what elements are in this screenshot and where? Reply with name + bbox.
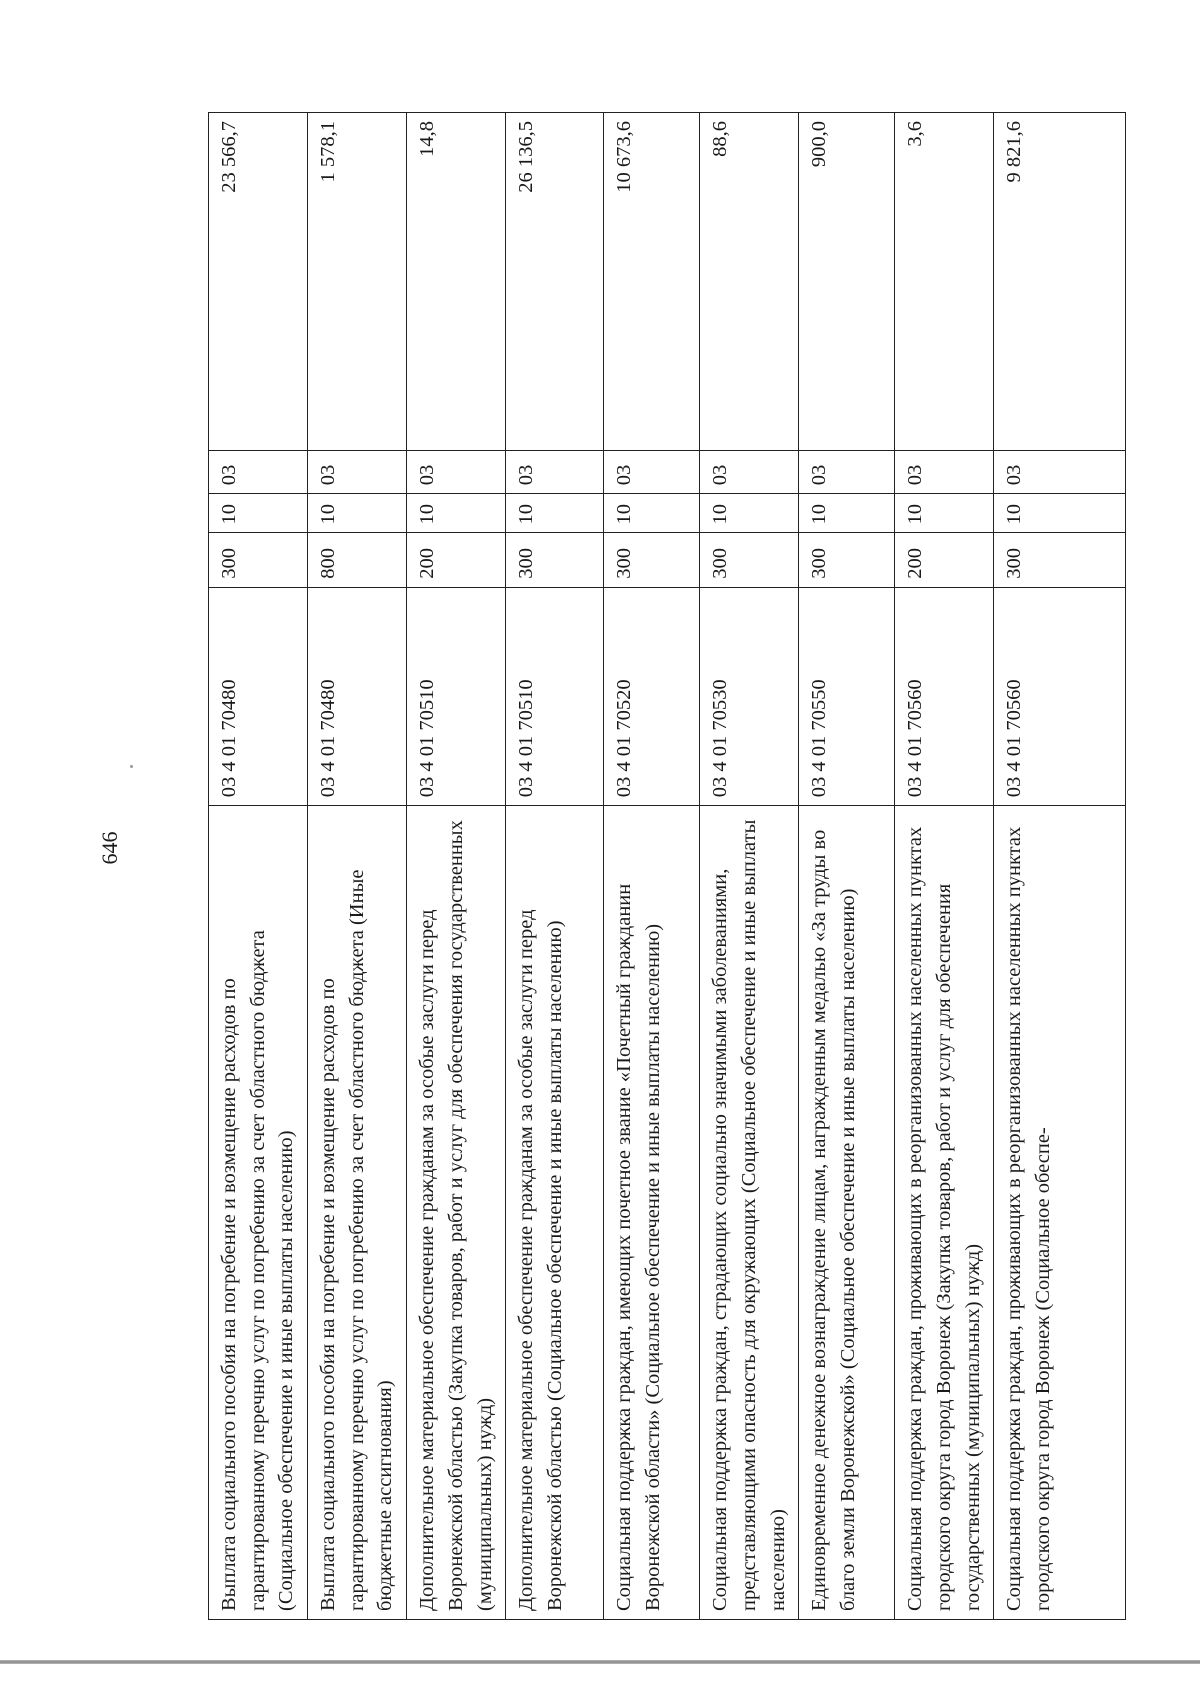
row-expense-type-code: 300 <box>799 533 895 587</box>
row-amount: 9 821,6 <box>994 113 1126 451</box>
row-amount: 3,6 <box>895 113 994 451</box>
row-description: Выплата социального пособия на погребение и возмещение расходов по гарантированному перечню услуг по погребению за счет областного бюджета (Социальное обеспечение и иные выплаты населению) <box>209 806 308 1620</box>
scan-edge-line <box>0 1660 1200 1664</box>
budget-table <box>208 112 1126 1620</box>
row-amount: 10 673,6 <box>604 113 700 451</box>
row-target-article-code: 03 4 01 70530 <box>700 587 799 806</box>
row-target-article-code: 03 4 01 70510 <box>506 587 604 806</box>
row-subsection-code: 03 <box>407 450 506 494</box>
row-expense-type-code: 300 <box>209 533 308 587</box>
row-subsection-code: 03 <box>506 450 604 494</box>
row-section-code: 10 <box>407 494 506 533</box>
row-subsection-code: 03 <box>994 450 1126 494</box>
row-subsection-code: 03 <box>700 450 799 494</box>
row-expense-type-code: 300 <box>604 533 700 587</box>
budget-table-rotated <box>208 112 1126 1620</box>
row-description: Социальная поддержка граждан, проживающих в реорганизованных населенных пунктах городского округа город Воронеж (Социальное обеспе- <box>994 806 1126 1620</box>
row-expense-type-code: 300 <box>994 533 1126 587</box>
row-target-article-code: 03 4 01 70480 <box>209 587 308 806</box>
row-expense-type-code: 200 <box>407 533 506 587</box>
scan-speck <box>130 765 133 768</box>
table-row <box>209 113 308 1620</box>
row-section-code: 10 <box>700 494 799 533</box>
row-section-code: 10 <box>799 494 895 533</box>
table-row <box>604 113 700 1620</box>
row-section-code: 10 <box>506 494 604 533</box>
row-expense-type-code: 300 <box>506 533 604 587</box>
row-subsection-code: 03 <box>799 450 895 494</box>
row-target-article-code: 03 4 01 70560 <box>895 587 994 806</box>
table-row <box>994 113 1126 1620</box>
row-subsection-code: 03 <box>209 450 308 494</box>
row-subsection-code: 03 <box>604 450 700 494</box>
row-amount: 900,0 <box>799 113 895 451</box>
table-row <box>799 113 895 1620</box>
row-amount: 26 136,5 <box>506 113 604 451</box>
row-description: Дополнительное материальное обеспечение гражданам за особые заслуги перед Воронежской областью (Закупка товаров, работ и услуг для обеспечения государственных (муниципальных) нужд) <box>407 806 506 1620</box>
row-section-code: 10 <box>994 494 1126 533</box>
row-section-code: 10 <box>308 494 407 533</box>
row-target-article-code: 03 4 01 70480 <box>308 587 407 806</box>
row-target-article-code: 03 4 01 70560 <box>994 587 1126 806</box>
row-expense-type-code: 200 <box>895 533 994 587</box>
row-amount: 14,8 <box>407 113 506 451</box>
row-expense-type-code: 300 <box>700 533 799 587</box>
row-description: Единовременное денежное вознаграждение лицам, награжденным медалью «За труды во благо земли Воронежской» (Социальное обеспечение и иные выплаты населению) <box>799 806 895 1620</box>
table-row <box>407 113 506 1620</box>
row-section-code: 10 <box>209 494 308 533</box>
row-description: Дополнительное материальное обеспечение гражданам за особые заслуги перед Воронежской областью (Социальное обеспечение и иные выплаты населению) <box>506 806 604 1620</box>
table-row <box>308 113 407 1620</box>
row-subsection-code: 03 <box>308 450 407 494</box>
row-amount: 23 566,7 <box>209 113 308 451</box>
row-amount: 88,6 <box>700 113 799 451</box>
row-description: Социальная поддержка граждан, страдающих социально значимыми заболеваниями, представляющими опасность для окружающих (Социальное обеспечение и иные выплаты населению) <box>700 806 799 1620</box>
row-section-code: 10 <box>604 494 700 533</box>
row-amount: 1 578,1 <box>308 113 407 451</box>
row-description: Социальная поддержка граждан, имеющих почетное звание «Почетный гражданин Воронежской области» (Социальное обеспечение и иные выплаты населению) <box>604 806 700 1620</box>
row-description: Выплата социального пособия на погребение и возмещение расходов по гарантированному перечню услуг по погребению за счет областного бюджета (Иные бюджетные ассигнования) <box>308 806 407 1620</box>
table-row <box>700 113 799 1620</box>
table-row <box>506 113 604 1620</box>
row-expense-type-code: 800 <box>308 533 407 587</box>
row-subsection-code: 03 <box>895 450 994 494</box>
row-target-article-code: 03 4 01 70520 <box>604 587 700 806</box>
row-section-code: 10 <box>895 494 994 533</box>
row-description: Социальная поддержка граждан, проживающих в реорганизованных населенных пунктах городского округа город Воронеж (Закупка товаров, работ и услуг для обеспечения государственных (муниципальных) нужд) <box>895 806 994 1620</box>
row-target-article-code: 03 4 01 70550 <box>799 587 895 806</box>
page-number: 646 <box>97 831 122 865</box>
table-row <box>895 113 994 1620</box>
row-target-article-code: 03 4 01 70510 <box>407 587 506 806</box>
